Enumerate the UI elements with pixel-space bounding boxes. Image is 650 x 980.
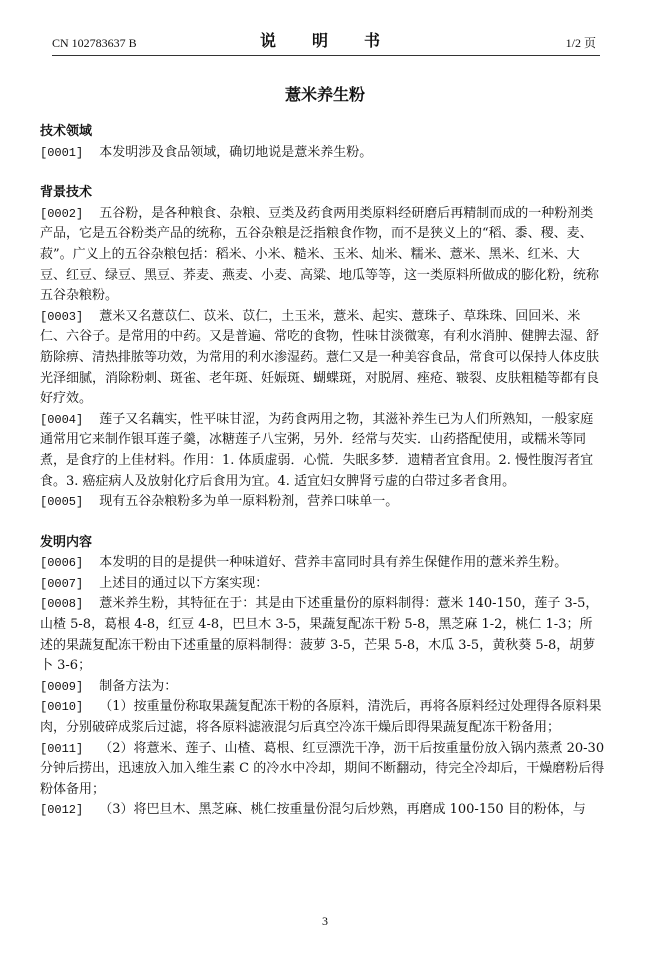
- paragraph-text: （1）按重量份称取果蔬复配冻干粉的各原料，清洗后，再将各原料经过处理得各原料果肉，分别破碎成浆后过滤，将各原料滤液混匀后真空冷冻干燥后即得果蔬复配冻干粉备用；: [40, 699, 602, 736]
- paragraph-number: [0010]: [40, 700, 84, 715]
- document-title: 薏米养生粉: [284, 85, 365, 104]
- paragraph: [40, 677, 605, 698]
- paragraph-number: [0001]: [40, 145, 84, 160]
- paragraph-text: 薏米养生粉，其特征在于：其是由下述重量份的原料制得：薏米 140-150，莲子 3-5，山楂 5-8，葛根 4-8，红豆 4-8，巴旦木 3-5，果蔬复配冻干粉 5-8，黑芝麻 1-2，桃仁 1-3；所述的果蔬复配冻干粉由下述重量的原料制得：菠萝 3-5，芒果 5-8，木瓜 3-5，黄秋葵 5-8，胡萝卜 3-6；: [40, 596, 599, 674]
- header-rule: [52, 55, 600, 56]
- page-of-total: 1/2 页: [565, 36, 596, 50]
- document-body: [40, 116, 605, 842]
- paragraph: [40, 739, 605, 801]
- heading-invention: 发明内容: [40, 534, 93, 550]
- page-number: 3: [322, 914, 328, 928]
- paragraph: [40, 307, 605, 410]
- paragraph-text: 薏米又名薏苡仁、苡米、苡仁，土玉米，薏米、起实、薏珠子、草珠珠、回回米、米仁、六谷子。是常用的中药。又是普遍、常吃的食物，性味甘淡微寒，有利水消肿、健脾去湿、舒筋除痹、清热排脓等功效，为常用的利水渗湿药。薏仁又是一种美容食品，常食可以保持人体皮肤光泽细腻，消除粉刺、斑雀、老年斑、妊娠斑、蝴蝶斑，对脱屑、痤疮、皲裂、皮肤粗糙等都有良好疗效。: [40, 308, 600, 407]
- document-type: 说 明 书: [259, 31, 390, 50]
- paragraph-number: [0007]: [40, 576, 84, 591]
- paragraph: [40, 143, 605, 164]
- paragraph-number: [0005]: [40, 495, 84, 510]
- paragraph: [40, 492, 605, 513]
- patent-number: CN 102783637 B: [52, 36, 137, 50]
- paragraph-text: 制备方法为：: [99, 678, 178, 694]
- paragraph-text: 上述目的通过以下方案实现：: [99, 575, 269, 591]
- paragraph-text: 本发明的目的是提供一种味道好、营养丰富同时具有养生保健作用的薏米养生粉。: [99, 555, 568, 571]
- heading-tech-field: 技术领域: [40, 124, 93, 139]
- paragraph: [40, 574, 605, 595]
- paragraph-text: 本发明涉及食品领域，确切地说是薏米养生粉。: [99, 144, 373, 160]
- paragraph: [40, 800, 605, 821]
- paragraph-number: [0011]: [40, 741, 84, 756]
- paragraph-text: 莲子又名藕实，性平味甘涩，为药食两用之物，其滋补养生已为人们所熟知，一般家庭通常用它来制作银耳莲子羹，冰糖莲子八宝粥，另外．经常与芡实．山药搭配使用，或糯米等同煮，是食疗的上佳材料。作用：1. 体质虚弱．心慌．失眠多梦．遗精者宜食用。2. 慢性腹泻者宜食。3. 癌症病人及放射化疗后食用为宜。4. 适宜妇女脾肾亏虚的白带过多者食用。: [40, 411, 594, 489]
- paragraph: [40, 553, 605, 574]
- paragraph-number: [0002]: [40, 206, 84, 221]
- paragraph-number: [0012]: [40, 803, 84, 818]
- paragraph-number: [0008]: [40, 597, 84, 612]
- paragraph-text: （3）将巴旦木、黑芝麻、桃仁按重量份混匀后炒熟，再磨成 100-150 目的粉体，与: [99, 802, 586, 818]
- paragraph-text: 现有五谷杂粮粉多为单一原料粉剂，营养口味单一。: [99, 494, 399, 510]
- paragraph-text: 五谷粉，是各种粮食、杂粮、豆类及药食两用类原料经研磨后再精制而成的一种粉剂类产品，它是五谷粉类产品的统称，五谷杂粮是泛指粮食作物，而不是狭义上的“稻、黍、稷、麦、菽”。广义上的五谷杂粮包括：稻米、小米、糙米、玉米、灿米、糯米、薏米、黑米、红米、大豆、红豆、绿豆、黑豆、荞麦、燕麦、小麦、高粱、地瓜等等，这一类原料所做成的膨化粉，统称五谷杂粮粉。: [40, 205, 600, 304]
- paragraph: [40, 410, 605, 492]
- paragraph: [40, 594, 605, 676]
- paragraph-number: [0004]: [40, 412, 84, 427]
- paragraph-number: [0006]: [40, 556, 84, 571]
- paragraph-number: [0009]: [40, 679, 84, 694]
- paragraph-text: （2）将薏米、莲子、山楂、葛根、红豆漂洗干净，沥干后按重量份放入锅内蒸煮 20-30 分钟后捞出，迅速放入加入维生素 C 的冷水中冷却，期间不断翻动，待完全冷却后，干燥磨粉后得粉体备用；: [40, 740, 605, 797]
- paragraph: [40, 204, 605, 307]
- heading-background: 背景技术: [40, 185, 93, 201]
- paragraph-number: [0003]: [40, 309, 84, 324]
- paragraph: [40, 821, 605, 842]
- paragraph: [40, 697, 605, 738]
